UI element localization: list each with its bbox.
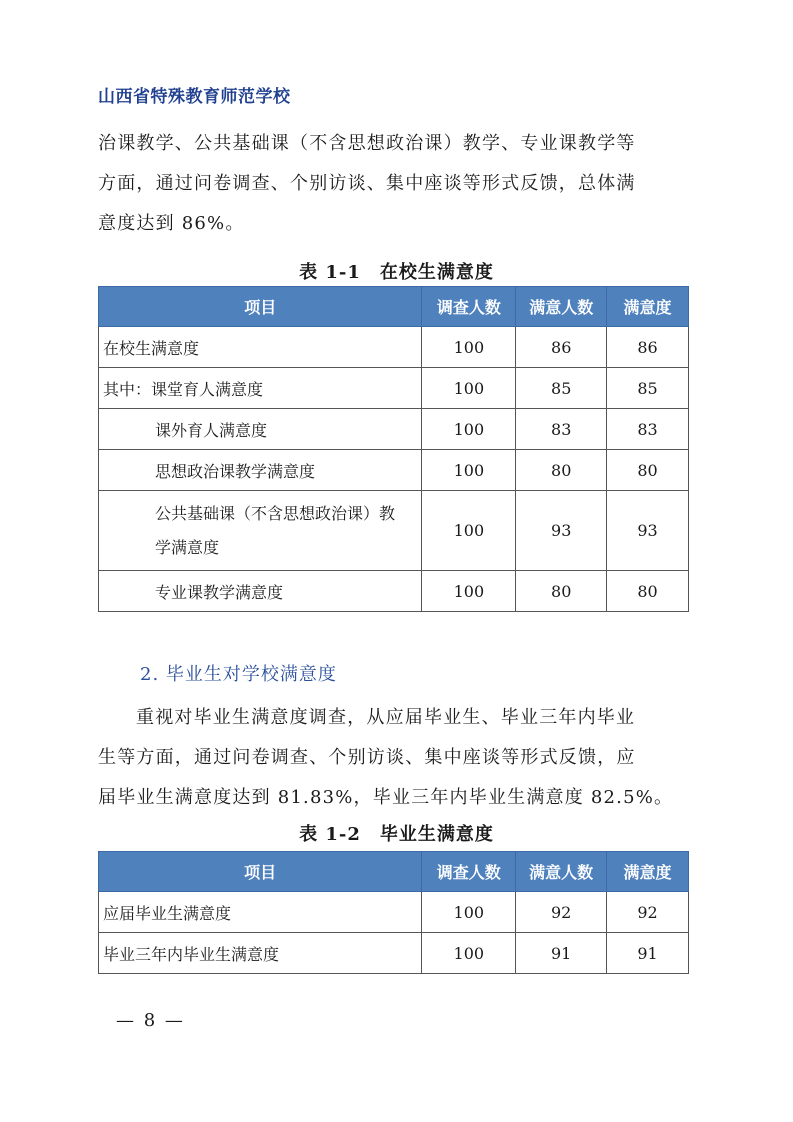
cell-rate: 80 bbox=[607, 571, 689, 612]
cell-item: 专业课教学满意度 bbox=[99, 571, 422, 612]
col-header-satisfied: 满意人数 bbox=[516, 852, 607, 892]
cell-satisfied: 92 bbox=[516, 892, 607, 933]
cell-surveyed: 100 bbox=[422, 327, 516, 368]
paragraph-1 bbox=[98, 124, 698, 244]
cell-item: 应届毕业生满意度 bbox=[99, 892, 422, 933]
paragraph-line: 重视对毕业生满意度调查，从应届毕业生、毕业三年内毕业 bbox=[136, 707, 636, 728]
cell-rate: 93 bbox=[607, 491, 689, 571]
cell-rate: 85 bbox=[607, 368, 689, 409]
cell-item: 在校生满意度 bbox=[99, 327, 422, 368]
col-header-item: 项目 bbox=[99, 287, 422, 327]
cell-surveyed: 100 bbox=[422, 933, 516, 974]
table-header-row bbox=[99, 287, 689, 327]
cell-rate: 80 bbox=[607, 450, 689, 491]
col-header-rate: 满意度 bbox=[607, 287, 689, 327]
col-header-satisfied: 满意人数 bbox=[516, 287, 607, 327]
table-row bbox=[99, 571, 689, 612]
section-title: 2. 毕业生对学校满意度 bbox=[140, 664, 337, 685]
table-row bbox=[99, 491, 689, 571]
paragraph-line: 生等方面，通过问卷调查、个别访谈、集中座谈等形式反馈，应 bbox=[98, 747, 636, 768]
cell-item: 课外育人满意度 bbox=[99, 409, 422, 450]
cell-item: 毕业三年内毕业生满意度 bbox=[99, 933, 422, 974]
paragraph-line: 届毕业生满意度达到 81.83%，毕业三年内毕业生满意度 82.5%。 bbox=[98, 787, 674, 808]
cell-item-line: 公共基础课（不含思想政治课）教 bbox=[155, 503, 396, 523]
cell-surveyed: 100 bbox=[422, 368, 516, 409]
table-row bbox=[99, 327, 689, 368]
paragraph-line: 意度达到 86%。 bbox=[98, 213, 245, 234]
page-number: — 8 — bbox=[116, 1010, 185, 1031]
cell-satisfied: 91 bbox=[516, 933, 607, 974]
cell-satisfied: 83 bbox=[516, 409, 607, 450]
table-row bbox=[99, 409, 689, 450]
cell-surveyed: 100 bbox=[422, 892, 516, 933]
cell-rate: 92 bbox=[607, 892, 689, 933]
paragraph-line: 治课教学、公共基础课（不含思想政治课）教学、专业课教学等 bbox=[98, 133, 636, 154]
table2-caption: 表 1-2 毕业生满意度 bbox=[299, 824, 494, 845]
table-row bbox=[99, 892, 689, 933]
cell-surveyed: 100 bbox=[422, 491, 516, 571]
table1-caption: 表 1-1 在校生满意度 bbox=[299, 262, 494, 283]
col-header-surveyed: 调查人数 bbox=[422, 287, 516, 327]
cell-rate: 83 bbox=[607, 409, 689, 450]
cell-rate: 91 bbox=[607, 933, 689, 974]
cell-surveyed: 100 bbox=[422, 571, 516, 612]
cell-rate: 86 bbox=[607, 327, 689, 368]
table-row bbox=[99, 933, 689, 974]
cell-satisfied: 86 bbox=[516, 327, 607, 368]
col-header-rate: 满意度 bbox=[607, 852, 689, 892]
cell-satisfied: 93 bbox=[516, 491, 607, 571]
table-row bbox=[99, 450, 689, 491]
cell-satisfied: 80 bbox=[516, 450, 607, 491]
cell-item-line: 学满意度 bbox=[155, 537, 220, 557]
table-row bbox=[99, 368, 689, 409]
table-student-satisfaction bbox=[98, 286, 689, 612]
table-graduate-satisfaction bbox=[98, 851, 689, 974]
paragraph-2 bbox=[98, 698, 698, 818]
cell-surveyed: 100 bbox=[422, 409, 516, 450]
table-header-row bbox=[99, 852, 689, 892]
school-header: 山西省特殊教育师范学校 bbox=[98, 87, 291, 107]
cell-item bbox=[99, 491, 422, 571]
col-header-surveyed: 调查人数 bbox=[422, 852, 516, 892]
cell-item: 其中：课堂育人满意度 bbox=[99, 368, 422, 409]
cell-satisfied: 80 bbox=[516, 571, 607, 612]
cell-surveyed: 100 bbox=[422, 450, 516, 491]
cell-satisfied: 85 bbox=[516, 368, 607, 409]
paragraph-line: 方面，通过问卷调查、个别访谈、集中座谈等形式反馈，总体满 bbox=[98, 173, 636, 194]
cell-item: 思想政治课教学满意度 bbox=[99, 450, 422, 491]
col-header-item: 项目 bbox=[99, 852, 422, 892]
